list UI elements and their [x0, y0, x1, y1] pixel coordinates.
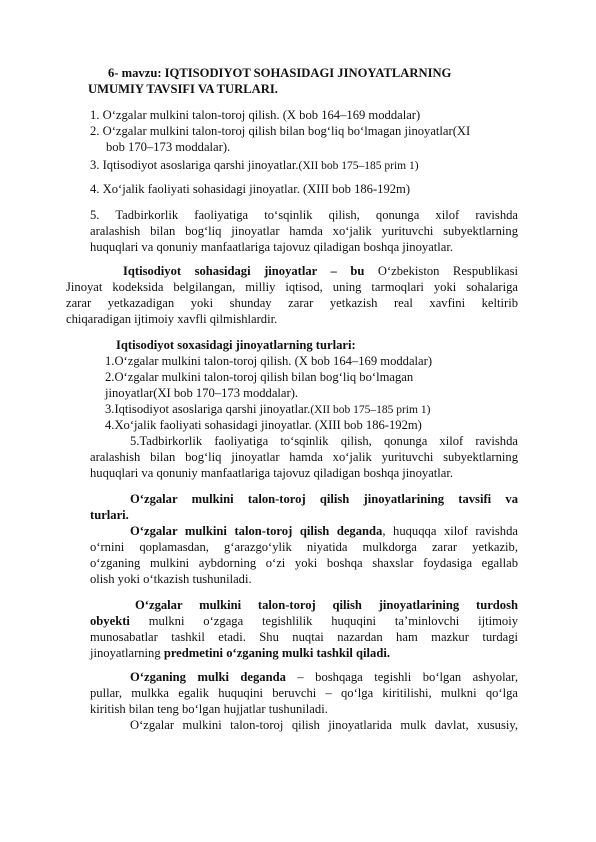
- types-item-1: 1.O‘zgalar mulkini talon-toroj qilish. (X bob 164–169 moddalar): [105, 354, 433, 368]
- types-item-5-line-2: aralashish bilan bog‘liq jinoyatlar hamda xo‘jalik yurituvchi subyektlarning: [90, 450, 518, 464]
- paragraph-4-line-1: O‘zgalar mulkini talon-toroj qilish jinoyatlarida mulk davlat, xususiy,: [130, 718, 518, 732]
- definition-line-3: zarar yetkazadigan yoki shunday zarar yetkazish real xavfini keltirib: [66, 296, 518, 310]
- title-line-1: 6- mavzu: IQTISODIYOT SOHASIDAGI JINOYATLARNING: [108, 66, 452, 80]
- definition-line-1: Iqtisodiyot sohasidagi jinoyatlar – bu O‘zbekiston Respublikasi: [123, 264, 519, 278]
- paragraph-3-line-2: pullar, mulkka egalik huquqini beruvchi – qo‘lga kiritilishi, mulkni qo‘lga: [90, 686, 518, 700]
- types-item-5: 5.Tadbirkorlik faoliyatiga to‘sqinlik qilish, qonunga xilof ravishda: [130, 434, 518, 448]
- types-heading: Iqtisodiyot soxasidagi jinoyatlarning turlari:: [116, 338, 356, 352]
- list-item-5-line-2: aralashish bilan bog‘liq jinoyatlar hamda xo‘jalik yurituvchi subyektlarning: [90, 224, 518, 238]
- paragraph-1-line-3: o‘zganing mulkini aybdorning o‘zi yoki boshqa shaxslar foydasiga egallab: [90, 556, 518, 570]
- paragraph-2-line-1: O‘zgalar mulkini talon-toroj qilish jinoyatlarining turdosh: [135, 598, 518, 612]
- paragraph-1-line-1: O‘zgalar mulkini talon-toroj qilish deganda, huquqqa xilof ravishda: [130, 524, 518, 538]
- definition-line-2: Jinoyat kodeksida belgilangan, milliy iqtisod, uning tarmoqlari yoki sohalariga: [66, 280, 518, 294]
- paragraph-3-line-3: kiritish bilan teng bo‘lgan hujjatlar tushuniladi.: [90, 702, 328, 716]
- list-item-4: 4. Xo‘jalik faoliyati sohasidagi jinoyatlar. (XIII bob 186-192m): [90, 182, 411, 196]
- paragraph-2-line-4: jinoyatlarning predmetini o‘zganing mulki tashkil qiladi.: [90, 646, 390, 660]
- section-heading-line-2: turlari.: [90, 508, 129, 522]
- list-item-1: 1. O‘zgalar mulkini talon-toroj qilish. (X bob 164–169 moddalar): [90, 108, 421, 122]
- paragraph-3-line-1: O‘zganing mulki deganda – boshqaga tegishli bo‘lgan ashyolar,: [130, 670, 518, 684]
- paragraph-1-line-2: o‘rnini qoplamasdan, g‘arazgo‘ylik niyatida mulkdorga zarar yetkazib,: [90, 540, 518, 554]
- list-item-2: 2. O‘zgalar mulkini talon-toroj qilish bilan bog‘liq bo‘lmagan jinoyatlar(XI: [90, 124, 471, 138]
- types-item-3: 3.Iqtisodiyot asoslariga qarshi jinoyatlar.(XII bob 175–185 prim 1): [105, 402, 431, 416]
- paragraph-2-line-3: munosabatlar tashkil etadi. Shu nuqtai nazardan ham mazkur turdagi: [90, 630, 518, 644]
- title-line-2: UMUMIY TAVSIFI VA TURLARI.: [88, 82, 278, 96]
- paragraph-2-line-2: obyekti mulkni o‘zgaga tegishlilik huquqini ta’minlovchi ijtimoiy: [90, 614, 519, 628]
- list-item-2-cont: bob 170–173 moddalar).: [106, 140, 231, 154]
- types-item-2: 2.O‘zgalar mulkini talon-toroj qilish bilan bog‘liq bo‘lmagan: [105, 370, 414, 384]
- list-item-5-line-3: huquqlari va qonuniy manfaatlariga tajovuz qiladigan boshqa jinoyatlar.: [90, 240, 454, 254]
- list-item-5: 5. Tadbirkorlik faoliyatiga to‘sqinlik qilish, qonunga xilof ravishda: [90, 208, 519, 222]
- list-item-3: 3. Iqtisodiyot asoslariga qarshi jinoyatlar.(XII bob 175–185 prim 1): [90, 158, 419, 172]
- paragraph-1-line-4: olish yoki o‘tkazish tushuniladi.: [90, 572, 252, 586]
- types-item-5-line-3: huquqlari va qonuniy manfaatlariga tajovuz qiladigan boshqa jinoyatlar.: [90, 466, 454, 480]
- definition-line-4: chiqaradigan ijtimoiy xavfli qilmishlardir.: [66, 312, 278, 326]
- section-heading-line-1: O‘zgalar mulkini talon-toroj qilish jinoyatlarining tavsifi va: [130, 492, 518, 506]
- types-item-4: 4.Xo‘jalik faoliyati sohasidagi jinoyatlar. (XIII bob 186-192m): [105, 418, 422, 432]
- types-item-2-cont: jinoyatlar(XI bob 170–173 moddalar).: [105, 386, 299, 400]
